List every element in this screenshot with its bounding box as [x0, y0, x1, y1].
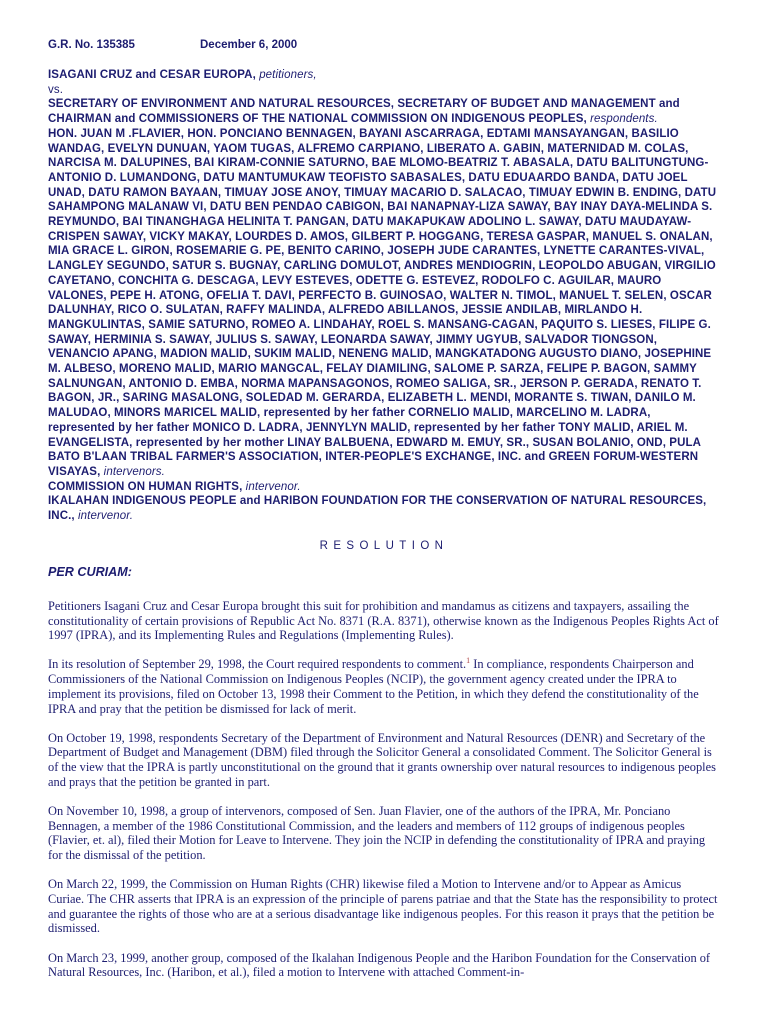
paragraph-1: Petitioners Isagani Cruz and Cesar Europa brought this suit for prohibition and mandamus as citizens and taxpayers, assailing the constitutionality of certain provisions of Republic Act No. 8371 (R.A. 8371), otherwise known as the Indigenous Peoples Rights Act of 1997 (IPRA), and its Implementing Rules and Regulations (Implementing Rules). — [48, 598, 719, 643]
footnote-link-1[interactable]: 1 — [466, 656, 471, 666]
paragraph-4: On November 10, 1998, a group of intervenors, composed of Sen. Juan Flavier, one of the authors of the IPRA, Mr. Ponciano Bennagen, a member of the 1986 Constitutional Commission, and the leaders and members of 112 groups of indigenous peoples (Flavier, et. al), filed their Motion for Leave to Intervene. They join the NCIP in defending the constitutionality of IPRA and praying for the dismissal of the petition. — [48, 804, 706, 863]
resolution-title: RESOLUTION — [319, 539, 449, 552]
chr-name: COMMISSION ON HUMAN RIGHTS, — [48, 480, 243, 493]
respondents-block — [48, 97, 720, 126]
per-curiam-heading: PER CURIAM: — [48, 564, 132, 579]
case-header — [48, 38, 720, 53]
gr-number: G.R. No. 135385 — [48, 39, 135, 51]
intervenors-block — [48, 127, 720, 480]
chr-line — [48, 480, 720, 495]
petitioners-line — [48, 68, 720, 83]
chr-role: intervenor. — [245, 480, 301, 493]
ikalahan-role: intervenor. — [78, 510, 134, 523]
ikalahan-names: IKALAHAN INDIGENOUS PEOPLE and HARIBON FOUNDATION FOR THE CONSERVATION OF NATURAL RESOURCES, INC., — [48, 495, 707, 523]
ikalahan-block — [48, 494, 720, 523]
resolution-body — [48, 599, 720, 980]
paragraph-2-rest: In compliance, respondents Chairperson and Commissioners of the National Commission on Indigenous Peoples (NCIP), the government agency created under the IPRA to implement its provisions, filed on October 13, 1998 their Comment to the Petition, in which they defend the constitutionality of the IPRA and pray that the petition be dismissed for lack of merit. — [48, 657, 699, 716]
paragraph-3: On October 19, 1998, respondents Secretary of the Department of Environment and Natural Resources (DENR) and Secretary of the Department of Budget and Management (DBM) filed through the Solicitor General a consolidated Comment. The Solicitor General is of the view that the IPRA is partly unconstitutional on the ground that it grants ownership over natural resources to indigenous peoples and prays that the petition be granted in part. — [48, 730, 716, 789]
petitioners-names: ISAGANI CRUZ and CESAR EUROPA, — [48, 69, 256, 81]
petitioners-role: petitioners, — [259, 69, 317, 81]
intervenors-names: HON. JUAN M .FLAVIER, HON. PONCIANO BENNAGEN, BAYANI ASCARRAGA, EDTAMI MANSAYANGAN, BASILIO WANDAG, EVELYN DUNUAN, YAOM TUGAS, ALFREMO CARPIANO, LIBERATO A. GABIN, MATERNIDAD M. COLAS, NARCISA M. DALUPINES, BAI KIRAM-CONNIE SATURNO, BAE MLOMO-BEATRIZ T. ABASALA, DATU BALITUNGTUNG-ANTONIO D. LUMANDONG, DATU MANTUMUKAW TEOFISTO SABASALES, DATU EDUAARDO BANDA, DATU JOEL UNAD, DATU RAMON BAYAAN, TIMUAY JOSE ANOY, TIMUAY MACARIO D. SALACAO, TIMUAY EDWIN B. ENDING, DATU SAHAMPONG MALANAW VI, DATU BEN PENDAO CABIGON, BAI NANAPNAY-LIZA SAWAY, BAY INAY DAYA-MELINDA S. REYMUNDO, BAI TINANGHAGA HELINITA T. PANGAN, DATU MAKAPUKAW ADOLINO L. SAWAY, DATU MAUDAYAW-CRISPEN SAWAY, VICKY MAKAY, LOURDES D. AMOS, GILBERT P. HOGGANG, TERESA GASPAR, MANUEL S. ONALAN, MIA GRACE L. GIRON, ROSEMARIE G. PE, BENITO CARINO, JOSEPH JUDE CARANTES, LYNETTE CARANTES-VIVAL, LANGLEY SEGUNDO, SATUR S. BUGNAY, CARLING DOMULOT, ANDRES MENDIOGRIN, LEOPOLDO ABUGAN, VIRGILIO CAYETANO, CONCHITA G. DESCAGA, LEVY ESTEVES, ODETTE G. ESTEVEZ, RODOLFO C. AGUILAR, MAURO VALONES, PEPE H. ATONG, OFELIA T. DAVI, PERFECTO B. GUINOSAO, WALTER N. TIMOL, MANUEL T. SELEN, OSCAR DALUNHAY, RICO O. SULATAN, RAFFY MALINDA, ALFREDO ABILLANOS, JESSIE ANDILAB, MIRLANDO H. MANGKULINTAS, SAMIE SATURNO, ROMEO A. LINDAHAY, ROEL S. MANSANG-CAGAN, PAQUITO S. LIESES, FILIPE G. SAWAY, HERMINIA S. SAWAY, JULIUS S. SAWAY, LEONARDA SAWAY, JIMMY UGYUB, SALVADOR TIONGSON, VENANCIO APANG, MADION MALID, SUKIM MALID, NENENG MALID, MANGKATADONG AUGUSTO DIANO, JOSEPHINE M. ALBESO, MORENO MALID, MARIO MANGCAL, FELAY DIAMILING, SALOME P. SARZA, FELIPE P. BAGON, SAMMY SALNUNGAN, ANTONIO D. EMBA, NORMA MAPANSAGONOS, ROMEO SALIGA, SR., JERSON P. GERADA, RENATO T. BAGON, JR., SARING MASALONG, SOLEDAD M. GERARDA, ELIZABETH L. MENDI, MORANTE S. TIWAN, DANILO M. MALUDAO, MINORS MARICEL MALID, represented by her father CORNELIO MALID, MARCELINO M. LADRA, represented by her father MONICO D. LADRA, JENNYLYN MALID, represented by her father TONY MALID, ARIEL M. EVANGELISTA, represented by her mother LINAY BALBUENA, EDWARD M. EMUY, SR., SUSAN BOLANIO, OND, PULA BATO B'LAAN TRIBAL FARMER'S ASSOCIATION, INTER-PEOPLE'S EXCHANGE, INC. and GREEN FORUM-WESTERN VISAYAS, — [48, 127, 717, 478]
paragraph-5: On March 22, 1999, the Commission on Human Rights (CHR) likewise filed a Motion to Intervene and/or to Appear as Amicus Curiae. The CHR asserts that IPRA is an expression of the principle of parens patriae and that the State has the responsibility to protect and guarantee the rights of those who are at a serious disadvantage like indigenous peoples. For this reason it prays that the petition be dismissed. — [48, 877, 718, 936]
paragraph-6: On March 23, 1999, another group, composed of the Ikalahan Indigenous People and the Haribon Foundation for the Conservation of Natural Resources, Inc. (Haribon, et al.), filed a motion to Intervene with attached Comment-in- — [48, 950, 711, 980]
decision-date: December 6, 2000 — [200, 39, 298, 51]
intervenors-role: intervenors. — [103, 465, 165, 478]
case-caption — [48, 68, 720, 524]
paragraph-2 — [48, 657, 720, 716]
versus: vs. — [48, 83, 63, 96]
paragraph-2-start: In its resolution of September 29, 1998, the Court required respondents to comment. — [48, 657, 467, 672]
respondents-names: SECRETARY OF ENVIRONMENT AND NATURAL RESOURCES, SECRETARY OF BUDGET AND MANAGEMENT and CHAIRMAN and COMMISSIONERS OF THE NATIONAL COMMISSION ON INDIGENOUS PEOPLES, — [48, 98, 680, 126]
document-page — [48, 38, 720, 995]
respondents-role: respondents. — [590, 113, 658, 126]
